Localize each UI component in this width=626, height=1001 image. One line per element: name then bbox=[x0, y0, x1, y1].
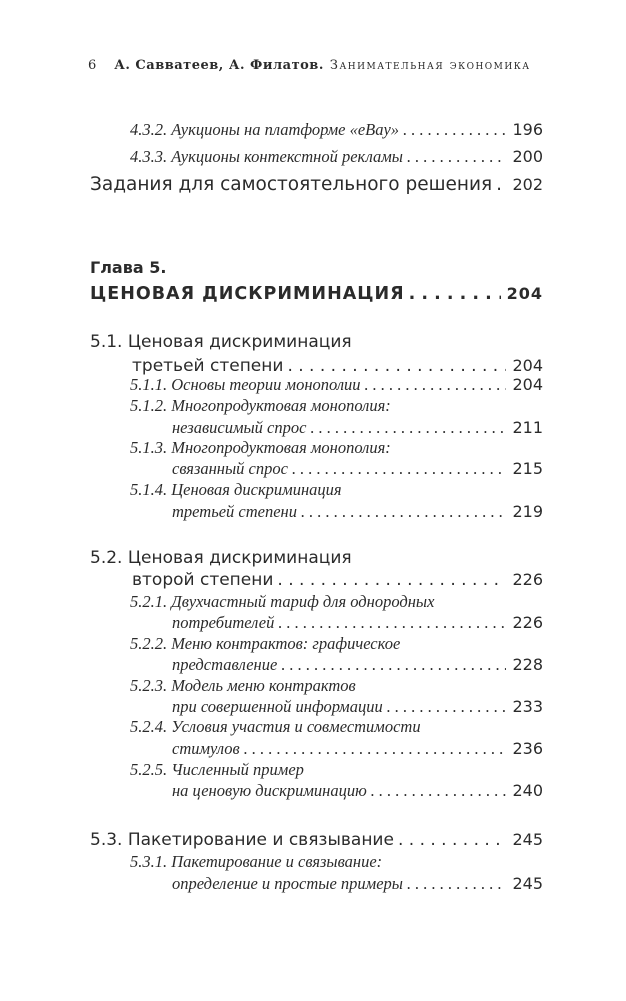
toc-entry-line bbox=[172, 417, 543, 439]
toc-entry-title: 5.2.4. Условия участия и совместимости bbox=[130, 717, 421, 736]
toc-entry-title: 5.2.3. Модель меню контрактов bbox=[130, 676, 356, 695]
dot-leader bbox=[409, 283, 501, 305]
toc-entry-line bbox=[90, 547, 352, 569]
dot-leader bbox=[244, 738, 507, 760]
dot-leader bbox=[292, 458, 507, 480]
toc-entry-title: Задания для самостоятельного решения bbox=[90, 174, 493, 195]
toc-entry-line bbox=[172, 458, 543, 480]
dot-leader bbox=[371, 780, 507, 802]
toc-entry-line bbox=[130, 479, 342, 501]
toc-page-number: 226 bbox=[512, 613, 543, 632]
toc-entry-line bbox=[132, 569, 543, 591]
toc-entry-line bbox=[130, 759, 304, 781]
toc-entry-line bbox=[130, 395, 391, 417]
toc-entry-title: 5.3. Пакетирование и связывание bbox=[90, 830, 394, 850]
dot-leader bbox=[281, 654, 506, 676]
toc-entry-line bbox=[172, 780, 543, 802]
toc-entry-title: 5.2.2. Меню контрактов: графическое bbox=[130, 634, 401, 653]
toc-entry-line bbox=[172, 873, 543, 895]
toc-entry-line bbox=[130, 716, 421, 738]
toc-entry-line bbox=[90, 257, 166, 279]
toc-entry-title: 5.2. Ценовая дискриминация bbox=[90, 548, 352, 568]
toc-entry-line bbox=[172, 696, 543, 718]
authors: А. Савватеев, А. Филатов. bbox=[114, 58, 324, 73]
toc-entry-title: второй степени bbox=[132, 570, 274, 590]
toc-entry-title: 4.3.3. Аукционы контекстной рекламы bbox=[130, 147, 403, 166]
page-number: 6 bbox=[88, 58, 97, 73]
toc-entry-title: стимулов bbox=[172, 739, 240, 758]
toc-entry-line bbox=[172, 501, 543, 523]
toc-page-number: 226 bbox=[512, 570, 543, 589]
dot-leader bbox=[403, 119, 506, 141]
toc-entry-title: 4.3.2. Аукционы на платформе «eBay» bbox=[130, 120, 400, 139]
toc-page-number: 215 bbox=[512, 459, 543, 478]
toc-entry-line bbox=[130, 633, 400, 655]
toc-entry-title: 5.2.1. Двухчастный тариф для однородных bbox=[130, 592, 435, 611]
toc-entry-title: представление bbox=[172, 655, 278, 674]
toc-entry-title: связанный спрос bbox=[172, 459, 288, 478]
dot-leader bbox=[278, 612, 506, 634]
toc-entry-title: Глава 5. bbox=[90, 258, 167, 277]
book-title: Занимательная экономика bbox=[329, 58, 531, 73]
toc-page-number: 228 bbox=[512, 655, 543, 674]
dot-leader bbox=[365, 374, 507, 396]
dot-leader bbox=[277, 569, 506, 591]
toc-entry-line bbox=[130, 851, 382, 873]
toc-page-number: 233 bbox=[512, 697, 543, 716]
toc-entry-title: 5.2.5. Численный пример bbox=[130, 760, 304, 779]
toc-entry-line bbox=[90, 331, 352, 353]
toc-entry-line bbox=[90, 174, 543, 196]
toc-entry-title: независимый спрос bbox=[172, 418, 307, 437]
toc-entry-title: третьей степени bbox=[132, 356, 284, 376]
toc-entry-title: ЦЕНОВАЯ ДИСКРИМИНАЦИЯ bbox=[90, 284, 405, 304]
toc-entry-title: 5.1.2. Многопродуктовая монополия: bbox=[130, 396, 391, 415]
toc-page-number: 245 bbox=[512, 830, 543, 849]
toc-entry-title: 5.1.3. Многопродуктовая монополия: bbox=[130, 438, 391, 457]
toc-entry-title: третьей степени bbox=[172, 502, 297, 521]
toc-page-number: 236 bbox=[512, 739, 543, 758]
toc-entry-line bbox=[172, 612, 543, 634]
toc-entry-line bbox=[130, 591, 434, 613]
dot-leader bbox=[310, 417, 506, 439]
toc-page-number: 204 bbox=[512, 375, 543, 394]
toc-entry-line bbox=[130, 374, 543, 396]
toc-entry-line bbox=[130, 146, 543, 168]
toc-entry-title: 5.1. Ценовая дискриминация bbox=[90, 332, 352, 352]
toc-entry-line bbox=[130, 675, 356, 697]
toc-page-number: 200 bbox=[512, 147, 543, 166]
dot-leader bbox=[407, 873, 507, 895]
toc-page-number: 202 bbox=[512, 175, 543, 194]
toc-entry-title: при совершенной информации bbox=[172, 697, 383, 716]
toc-entry-line bbox=[130, 437, 391, 459]
toc-page-number: 245 bbox=[512, 874, 543, 893]
dot-leader bbox=[398, 829, 507, 851]
dot-leader bbox=[301, 501, 506, 523]
toc-entry-title: на ценовую дискриминацию bbox=[172, 781, 367, 800]
toc-entry-line bbox=[130, 119, 543, 141]
toc-entry-line bbox=[172, 738, 543, 760]
running-header bbox=[88, 58, 531, 73]
toc-page-number: 204 bbox=[506, 284, 543, 303]
toc-page-number: 240 bbox=[512, 781, 543, 800]
toc-entry-line bbox=[90, 283, 543, 305]
toc-entry-line bbox=[90, 829, 543, 851]
dot-leader bbox=[407, 146, 507, 168]
dot-leader bbox=[496, 174, 506, 196]
toc-entry-title: потребителей bbox=[172, 613, 275, 632]
toc-entry-title: определение и простые примеры bbox=[172, 874, 403, 893]
toc-page-number: 211 bbox=[512, 418, 543, 437]
toc-page-number: 219 bbox=[512, 502, 543, 521]
toc-entry-title: 5.3.1. Пакетирование и связывание: bbox=[130, 852, 383, 871]
toc-entry-title: 5.1.4. Ценовая дискриминация bbox=[130, 480, 342, 499]
dot-leader bbox=[387, 696, 507, 718]
toc-page-number: 196 bbox=[512, 120, 543, 139]
toc-entry-title: 5.1.1. Основы теории монополии bbox=[130, 375, 361, 394]
toc-entry-line bbox=[172, 654, 543, 676]
toc-page-number: 204 bbox=[512, 356, 543, 375]
